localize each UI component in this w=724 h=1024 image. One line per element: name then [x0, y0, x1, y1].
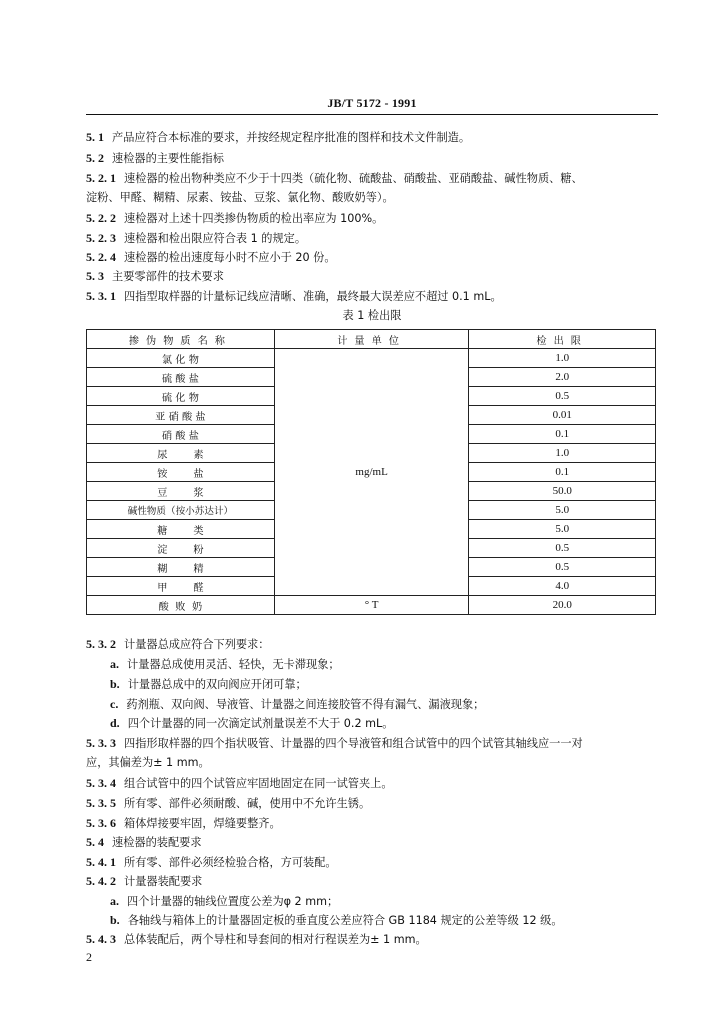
clause-line	[86, 190, 666, 206]
substance-name: 甲 醛	[87, 577, 275, 596]
substance-name: 硫 酸 盐	[87, 368, 275, 387]
limit-value: 4.0	[469, 577, 656, 596]
clause-line	[86, 735, 666, 752]
page-number: 2	[86, 950, 92, 964]
clause-line	[86, 873, 666, 890]
clause-text: 应，其偏差为± 1 mm。	[86, 756, 210, 769]
header-substance: 掺伪物质名称	[87, 330, 275, 349]
limit-value: 5.0	[469, 501, 656, 520]
table-caption: 表 1 检出限	[342, 309, 402, 322]
limit-value: 0.1	[469, 463, 656, 482]
clause-number: 5. 3. 3	[86, 736, 116, 750]
limit-value: 0.5	[469, 387, 656, 406]
clause-line	[86, 854, 666, 871]
clause-text: 产品应符合本标准的要求，并按经规定程序批准的图样和技术文件制造。	[112, 131, 471, 144]
clause-line	[110, 696, 690, 713]
clause-number: 5. 2. 2	[86, 211, 116, 225]
substance-name: 豆 浆	[87, 482, 275, 501]
clause-text: 所有零、部件必须耐酸、碱，使用中不允许生锈。	[124, 797, 371, 810]
limit-value: 0.01	[469, 406, 656, 425]
substance-name: 亚 硝 酸 盐	[87, 406, 275, 425]
clause-text: 四指形取样器的四个指状吸管、计量器的四个导液管和组合试管中的四个试管其轴线应一一对	[124, 737, 583, 750]
clause-text: 主要零部件的技术要求	[112, 270, 224, 283]
clause-line	[86, 150, 666, 167]
substance-name: 糖 类	[87, 520, 275, 539]
clause-text: 四个计量器的轴线位置度公差为φ 2 mm；	[127, 895, 339, 908]
clause-line	[86, 170, 666, 187]
clause-line	[86, 636, 666, 653]
header-unit: 计量单位	[274, 330, 469, 349]
clause-text: 计量器总成中的双向阀应开闭可靠；	[127, 678, 307, 691]
clause-line	[86, 288, 666, 305]
clause-line	[86, 249, 666, 266]
clause-line	[86, 210, 666, 227]
clause-number: 5. 3. 5	[86, 796, 116, 810]
limit-value: 0.5	[469, 539, 656, 558]
clause-text: 速检器和检出限应符合表 1 的规定。	[124, 232, 307, 245]
substance-name: 硫 化 物	[87, 387, 275, 406]
standard-number-header: JB/T 5172 - 1991	[327, 96, 417, 110]
clause-number: c.	[110, 697, 119, 711]
clause-text: 速检器的检出物种类应不少于十四类（硫化物、硫酸盐、硝酸盐、亚硝酸盐、碱性物质、糖、	[124, 172, 583, 185]
clause-text: 速检器的检出速度每小时不应小于 20 份。	[124, 251, 336, 264]
clause-line	[110, 715, 690, 732]
clause-text: 计量器总成应符合下列要求：	[124, 638, 270, 651]
clause-text: 计量器装配要求	[124, 875, 203, 888]
clause-number: a.	[110, 657, 119, 671]
clause-line	[86, 268, 666, 285]
clause-line	[86, 230, 666, 247]
clause-number: 5. 4	[86, 835, 104, 849]
limit-value: 2.0	[469, 368, 656, 387]
clause-line	[110, 912, 690, 929]
clause-number: 5. 3. 1	[86, 289, 116, 303]
table-row	[87, 349, 656, 368]
clause-number: b.	[110, 677, 120, 691]
clause-number: d.	[110, 716, 120, 730]
clause-line	[110, 676, 690, 693]
clause-text: 速检器的装配要求	[112, 836, 202, 849]
clause-line	[86, 834, 666, 851]
limit-value: 50.0	[469, 482, 656, 501]
clause-number: 5. 4. 3	[86, 932, 116, 946]
clause-number: 5. 2. 1	[86, 171, 116, 185]
limit-value: 1.0	[469, 444, 656, 463]
clause-number: 5. 1	[86, 130, 104, 144]
clause-text: 总体装配后，两个导柱和导套间的相对行程误差为± 1 mm。	[124, 933, 427, 946]
clause-line	[110, 656, 690, 673]
clause-text: 药剂瓶、双向阀、导液管、计量器之间连接胶管不得有漏气、漏液现象；	[126, 698, 485, 711]
unit-cell: mg/mL	[274, 349, 469, 596]
clause-line	[86, 815, 666, 832]
substance-name: 碱性物质（按小苏达计）	[87, 501, 275, 520]
limit-value: 0.5	[469, 558, 656, 577]
clause-text: 四指型取样器的计量标记线应清晰、准确，最终最大误差应不超过 0.1 mL。	[124, 290, 502, 303]
clause-number: 5. 3	[86, 269, 104, 283]
limit-value: 20.0	[469, 596, 656, 615]
limit-value: 5.0	[469, 520, 656, 539]
table-row	[87, 596, 656, 615]
header-rule	[86, 114, 658, 115]
clause-line	[86, 795, 666, 812]
substance-name: 糊 精	[87, 558, 275, 577]
clause-text: 淀粉、甲醛、糊精、尿素、铵盐、豆浆、氯化物、酸败奶等）。	[86, 191, 394, 204]
detection-limit-table	[86, 329, 656, 615]
clause-number: a.	[110, 894, 119, 908]
substance-name: 尿 素	[87, 444, 275, 463]
clause-text: 所有零、部件必须经检验合格，方可装配。	[124, 856, 337, 869]
header-limit: 检出限	[469, 330, 656, 349]
clause-line	[86, 931, 666, 948]
clause-number: 5. 3. 2	[86, 637, 116, 651]
clause-number: b.	[110, 913, 120, 927]
clause-text: 各轴线与箱体上的计量器固定板的垂直度公差应符合 GB 1184 规定的公差等级 12 级。	[127, 914, 563, 927]
table-header-row	[87, 330, 656, 349]
substance-name: 硝 酸 盐	[87, 425, 275, 444]
substance-name: 淀 粉	[87, 539, 275, 558]
substance-name: 氯 化 物	[87, 349, 275, 368]
clause-number: 5. 4. 1	[86, 855, 116, 869]
clause-number: 5. 2	[86, 151, 104, 165]
substance-name: 铵 盐	[87, 463, 275, 482]
clause-text: 四个计量器的同一次滴定试剂量误差不大于 0.2 mL。	[127, 717, 394, 730]
clause-line	[110, 893, 690, 910]
clause-text: 箱体焊接要牢固，焊缝要整齐。	[124, 817, 281, 830]
limit-value: 1.0	[469, 349, 656, 368]
clause-number: 5. 4. 2	[86, 874, 116, 888]
clause-text: 组合试管中的四个试管应牢固地固定在同一试管夹上。	[124, 777, 393, 790]
substance-name: 酸 败 奶	[87, 596, 275, 615]
clause-text: 计量器总成使用灵活、轻快，无卡滞现象；	[127, 658, 340, 671]
clause-line	[86, 129, 666, 146]
clause-number: 5. 2. 3	[86, 231, 116, 245]
clause-text: 速检器对上述十四类掺伪物质的检出率应为 100%。	[124, 212, 384, 225]
clause-text: 速检器的主要性能指标	[112, 152, 224, 165]
clause-number: 5. 2. 4	[86, 250, 116, 264]
clause-line	[86, 775, 666, 792]
unit-cell: ° T	[274, 596, 469, 615]
clause-number: 5. 3. 4	[86, 776, 116, 790]
clause-number: 5. 3. 6	[86, 816, 116, 830]
limit-value: 0.1	[469, 425, 656, 444]
clause-line	[86, 755, 666, 771]
